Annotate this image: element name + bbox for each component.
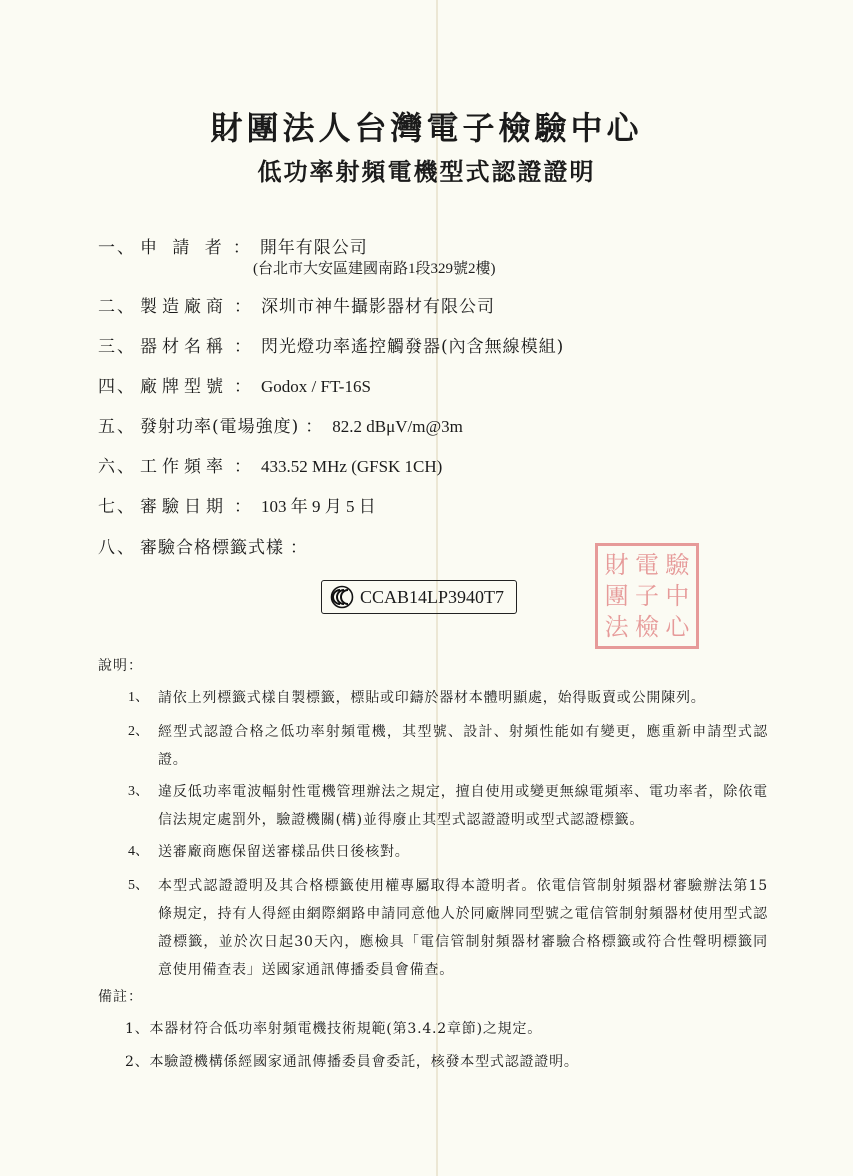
field-colon: ： (232, 238, 250, 258)
note-text: 本型式認證證明及其合格標籤使用權專屬取得本證明者。依電信管制射頻器材審驗辦法第15條規定，持有人得經由網際網路申請同意他人於同廠牌同型號之電信管制射頻器材使用型式認證標籤，並於次日起30天內，應檢具「電信管制射頻器材審驗合格標籤或符合性聲明標籤同意使用備查表」送國家通訊傳播委員會備查。 (158, 878, 768, 978)
field-number: 七、 (98, 497, 136, 517)
note-item (128, 838, 768, 866)
note-number: 4、 (128, 844, 149, 859)
field-value: 開年有限公司 (259, 238, 368, 258)
notes-heading: 說明： (98, 658, 143, 674)
field-applicant (98, 233, 368, 258)
org-title: 財團法人台灣電子檢驗中心 (210, 109, 643, 147)
field-value: 103 年 9 月 5 日 (261, 497, 376, 516)
field-number: 三、 (98, 337, 136, 357)
field-equipment-name (98, 332, 564, 357)
remarks-heading: 備註： (98, 989, 143, 1005)
certificate-title: 低功率射頻電機型式認證證明 (257, 157, 596, 186)
seal-char: 團 (604, 582, 629, 610)
field-number: 五、 (98, 417, 136, 437)
seal-char: 中 (665, 582, 690, 610)
field-colon: ： (234, 497, 251, 517)
note-number: 3、 (128, 784, 149, 799)
seal-char: 檢 (634, 613, 659, 641)
field-value: 閃光燈功率遙控觸發器(內含無線模組) (261, 337, 565, 357)
field-colon: ： (234, 377, 251, 397)
field-colon: ： (305, 417, 323, 437)
note-text: 違反低功率電波輻射性電機管理辦法之規定，擅自使用或變更無線電頻率、電功率者，除依電信法規定處罰外，驗證機關(構)並得廢止其型式認證證明或型式認證標籤。 (158, 784, 768, 828)
field-value: 82.2 dBμV/m@3m (332, 417, 463, 436)
field-number: 六、 (98, 457, 136, 477)
note-item (128, 872, 768, 984)
field-number: 八、 (98, 538, 136, 558)
official-seal-stamp (595, 543, 699, 649)
seal-char: 心 (665, 613, 690, 641)
field-number: 一、 (98, 238, 136, 258)
note-text: 送審廠商應保留送審樣品供日後核對。 (158, 844, 410, 860)
field-value: 433.52 MHz (GFSK 1CH) (261, 457, 443, 476)
remark-item: 1、本器材符合低功率射頻電機技術規範(第3.4.2章節)之規定。 (125, 1021, 543, 1037)
field-colon: ： (234, 297, 251, 317)
seal-char: 子 (634, 582, 659, 610)
field-colon: ： (290, 538, 307, 558)
seal-char: 財 (604, 551, 629, 579)
field-number: 二、 (98, 297, 136, 317)
field-label: 製造廠商 (140, 297, 228, 317)
field-manufacturer (98, 292, 495, 317)
seal-char: 驗 (665, 551, 690, 579)
applicant-address: (台北市大安區建國南路1段329號2樓) (253, 261, 496, 277)
field-brand-model (98, 372, 371, 397)
note-item (128, 684, 768, 712)
seal-char: 電 (634, 551, 659, 579)
field-transmit-power (98, 412, 463, 437)
field-label: 廠牌型號 (140, 377, 228, 397)
certification-code: CCAB14LP3940T7 (360, 586, 505, 607)
field-label-sample (98, 533, 317, 558)
field-colon: ： (234, 457, 251, 477)
field-operating-frequency (98, 452, 442, 477)
note-text: 請依上列標籤式樣自製標籤，標貼或印鑄於器材本體明顯處，始得販賣或公開陳列。 (158, 690, 706, 706)
field-colon: ： (234, 337, 251, 357)
certification-label-box (321, 580, 517, 614)
field-label: 申 請 者 (140, 238, 227, 258)
field-label: 審驗日期 (140, 497, 228, 517)
note-item (128, 718, 768, 774)
ncc-logo-icon (328, 585, 356, 609)
field-value: Godox / FT-16S (261, 377, 371, 396)
field-number: 四、 (98, 377, 136, 397)
field-value: 深圳市神牛攝影器材有限公司 (261, 297, 495, 317)
field-label: 發射功率(電場強度) (140, 417, 300, 437)
note-number: 1、 (128, 690, 149, 705)
note-item (128, 778, 768, 834)
note-text: 經型式認證合格之低功率射頻電機，其型號、設計、射頻性能如有變更，應重新申請型式認證。 (158, 724, 768, 768)
note-number: 2、 (128, 724, 149, 739)
field-label: 工作頻率 (140, 457, 228, 477)
field-label: 審驗合格標籤式樣 (140, 538, 284, 558)
note-number: 5、 (128, 878, 149, 893)
field-review-date (98, 492, 376, 517)
field-label: 器材名稱 (140, 337, 228, 357)
remark-item: 2、本驗證機構係經國家通訊傳播委員會委託，核發本型式認證證明。 (125, 1054, 579, 1070)
seal-char: 法 (604, 613, 629, 641)
